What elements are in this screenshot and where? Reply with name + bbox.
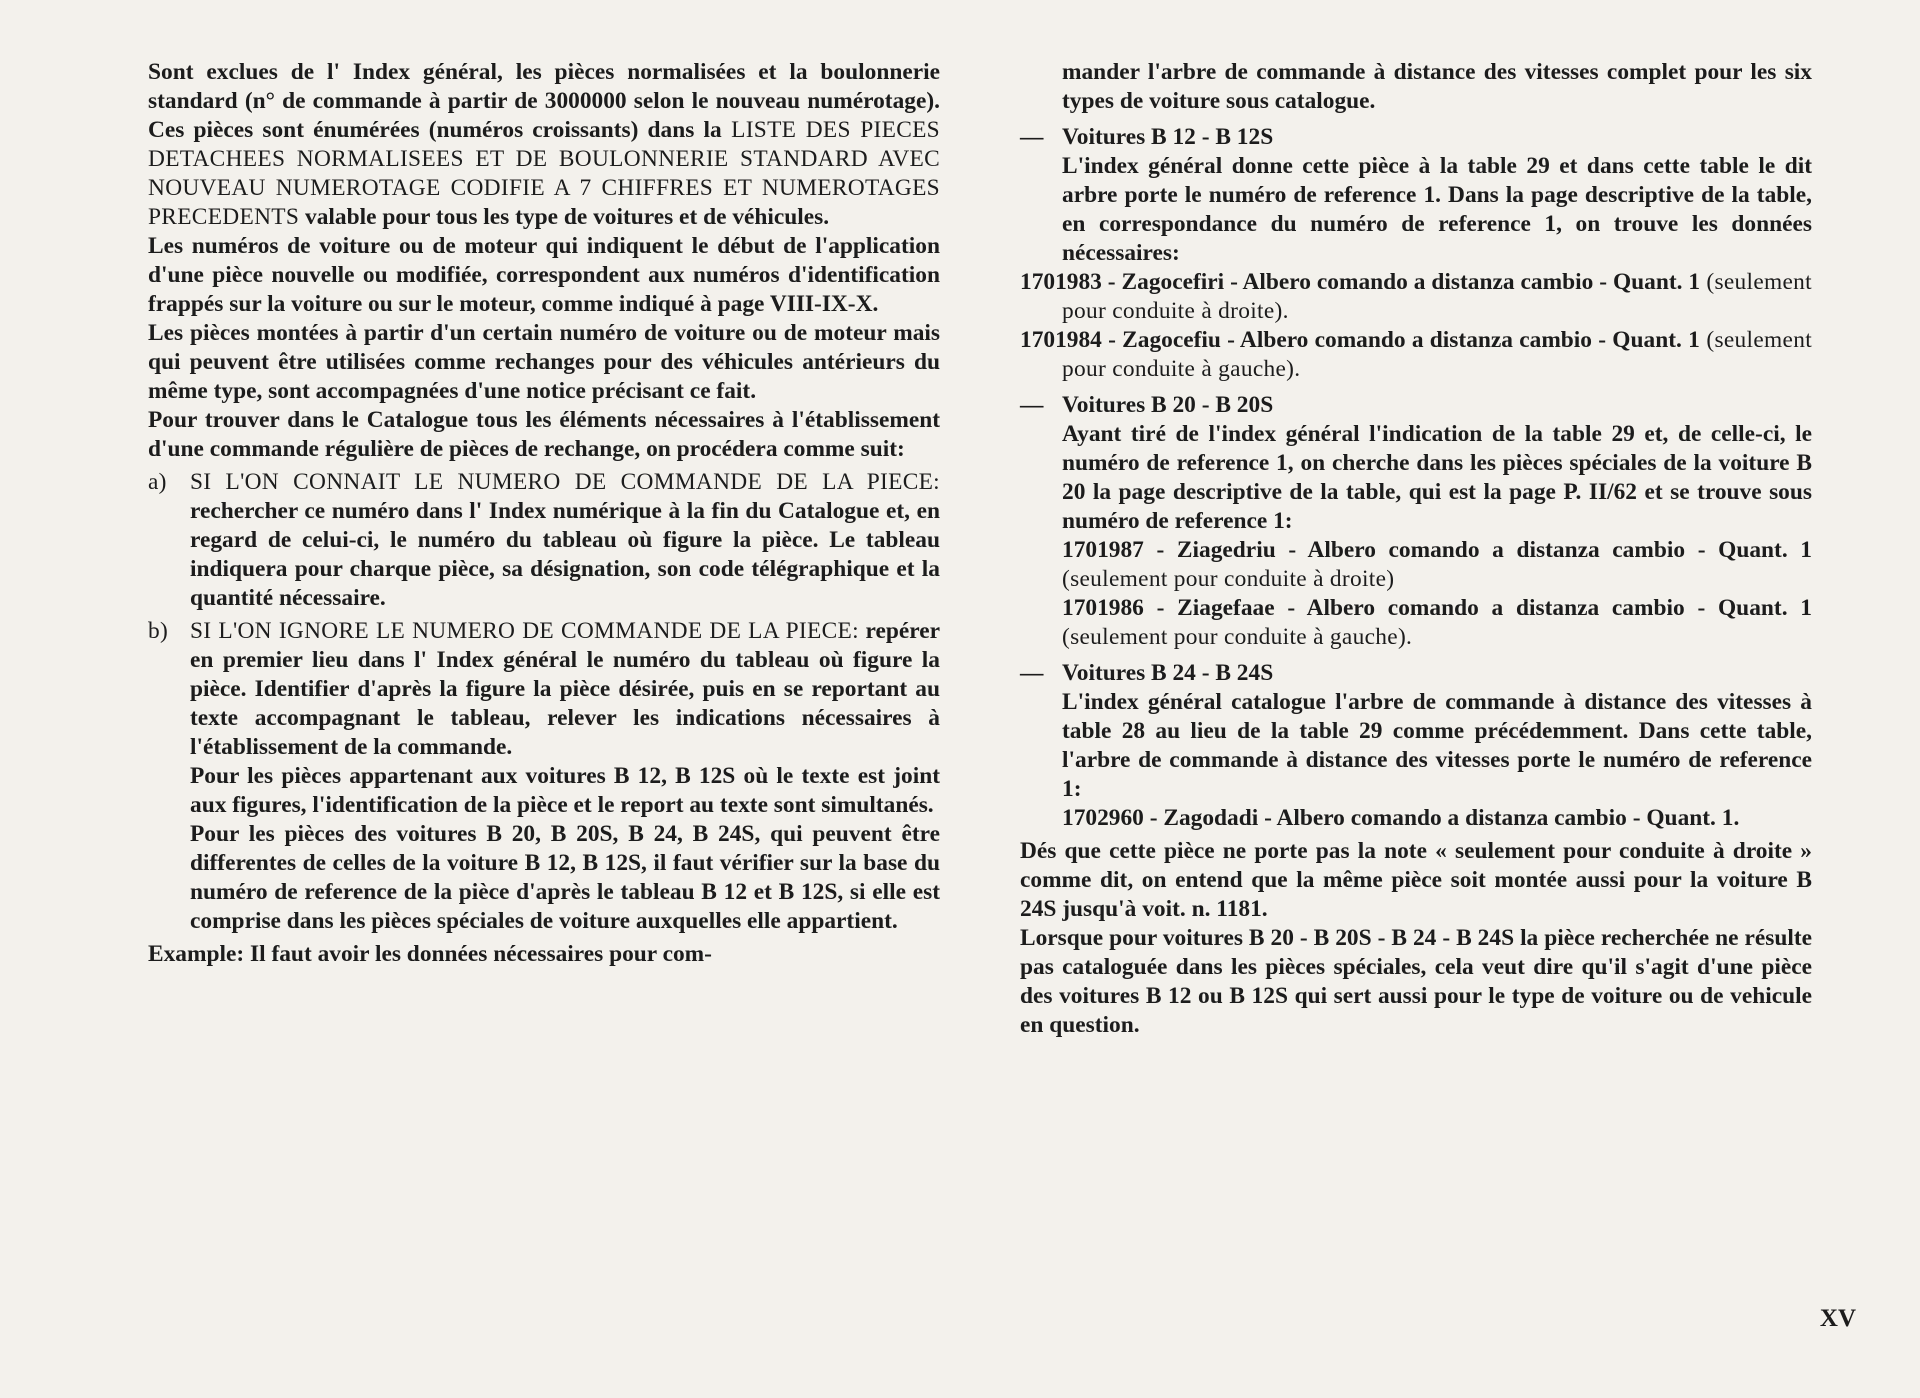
section-heading-b12	[1020, 123, 1812, 152]
list-marker: a)	[148, 469, 167, 495]
page-number: XV	[1819, 1305, 1856, 1332]
paragraph-note: Dés que cette pièce ne porte pas la note « seulement pour conduite à droite » comme dit, on entend que la même pièce soit montée aussi pour la voiture B 24S jusqu'à voit. n. 1181.	[1020, 838, 1812, 922]
list-item-b	[148, 617, 940, 762]
section-text: L'index général donne cette pièce à la table 29 et dans cette table le dit arbre porte le numéro de reference 1. Dans la page descriptive de la table, en correspondance du numéro de reference 1, on trouve les données nécessaires:	[1062, 153, 1812, 266]
section-text: L'index général catalogue l'arbre de commande à distance des vitesses à table 28 au lieu de la table 29 comme précédemment. Dans cette table, l'arbre de commande à distance des vitesses porte le numéro de reference 1:	[1062, 689, 1812, 802]
reference-entry: 1701984 - Zagocefiu - Albero comando a distanza cambio - Quant. 1 (seulement pour conduite à gauche).	[1020, 327, 1812, 382]
dash-marker: —	[1020, 124, 1044, 150]
paragraph-exclusions	[148, 58, 940, 232]
list-item-a-text: rechercher ce numéro dans l' Index numérique à la fin du Catalogue et, en regard de celui-ci, le numéro du tableau où figure la pièce. Le tableau indiquera pour charque pièce, sa désignation, son code télégraphique et la quantité nécessaire.	[190, 498, 940, 611]
paragraph-procedure: Pour trouver dans le Catalogue tous les éléments nécessaires à l'établissement d'une commande régulière de pièces de rechange, on procédera comme suit:	[148, 407, 940, 462]
paragraph-example: Example: Il faut avoir les données nécessaires pour com-	[148, 941, 712, 967]
exclusions-text: Sont exclues de l' Index général, les pièces normalisées et la boulonnerie standard (n° de commande à partir de 3000000 selon le nouveau numérotage). Ces pièces sont énumérées (numéros croissants) dans la	[148, 59, 940, 143]
paragraph-vehicle-numbers: Les numéros de voiture ou de moteur qui indiquent le début de l'application d'une pièce nouvelle ou modifiée, correspondent aux numéros d'identification frappés sur la voiture ou sur le moteur, comme indiqué à page VIII-IX-X.	[148, 233, 940, 317]
left-column	[148, 58, 940, 969]
section-title: Voitures B 24 - B 24S	[1062, 660, 1274, 686]
section-body	[1020, 420, 1812, 652]
list-item-b-text: repérer en premier lieu dans l' Index général le numéro du tableau où figure la pièce. Identifier d'après la figure la pièce désirée, puis en se reportant au texte accompagnant le tableau, relever les indications nécessaires à l'établissement de la commande.	[190, 618, 940, 760]
section-title: Voitures B 12 - B 12S	[1062, 124, 1274, 150]
paragraph-continuation: mander l'arbre de commande à distance des vitesses complet pour les six types de voiture sous catalogue.	[1062, 59, 1812, 114]
dash-marker: —	[1020, 660, 1044, 686]
list-item-a-caps: SI L'ON CONNAIT LE NUMERO DE COMMANDE DE LA PIECE:	[190, 469, 940, 495]
section-heading-b24	[1020, 659, 1812, 688]
paragraph-b20-b24: Pour les pièces des voitures B 20, B 20S, B 24, B 24S, qui peuvent être differentes de celles de la voiture B 12, B 12S, il faut vérifier sur la base du numéro de reference de la pièce d'après le tableau B 12 et B 12S, si elle est comprise dans les pièces spéciales de voiture auxquelles elle appartient.	[190, 821, 940, 934]
paragraph-b12: Pour les pièces appartenant aux voitures B 12, B 12S où le texte est joint aux figures, l'identification de la pièce et le report au texte sont simultanés.	[190, 763, 940, 818]
right-column	[1020, 58, 1812, 1040]
section-heading-b20	[1020, 391, 1812, 420]
section-text: Ayant tiré de l'index général l'indication de la table 29 et, de celle-ci, le numéro de reference 1, on cherche dans les pièces spéciales de la voiture B 20 la page descriptive de la table, qui est la page P. II/62 et se trouve sous numéro de reference 1:	[1062, 421, 1812, 534]
reference-entry: 1702960 - Zagodadi - Albero comando a distanza cambio - Quant. 1.	[1062, 805, 1740, 831]
reference-entry: 1701983 - Zagocefiri - Albero comando a distanza cambio - Quant. 1 (seulement pour conduite à droite).	[1020, 269, 1812, 324]
section-title: Voitures B 20 - B 20S	[1062, 392, 1274, 418]
paragraph-mounted-parts: Les pièces montées à partir d'un certain numéro de voiture ou de moteur mais qui peuvent être utilisées comme rechanges pour des véhicules antérieurs du même type, sont accompagnées d'une notice précisant ce fait.	[148, 320, 940, 404]
list-item-a	[148, 468, 940, 613]
exclusions-tail: valable pour tous les type de voitures et de véhicules.	[299, 204, 830, 230]
paragraph-special-parts: Lorsque pour voitures B 20 - B 20S - B 24 - B 24S la pièce recherchée ne résulte pas cataloguée dans les pièces spéciales, cela veut dire qu'il s'agit d'une pièce des voitures B 12 ou B 12S qui sert aussi pour le type de voiture ou de vehicule en question.	[1020, 925, 1812, 1038]
exclusions-caps-title: LISTE DES PIECES DETACHEES NORMALISEES ET DE BOULONNERIE STANDARD AVEC NOUVEAU NUMEROTAGE CODIFIE A 7 CHIFFRES ET NUMEROTAGES PRECEDENTS	[148, 117, 940, 230]
reference-entry: 1701986 - Ziagefaae - Albero comando a distanza cambio - Quant. 1 (seulement pour conduite à gauche).	[1062, 595, 1812, 650]
list-marker: b)	[148, 618, 169, 644]
section-body	[1020, 688, 1812, 833]
dash-marker: —	[1020, 392, 1044, 418]
list-item-b-caps: SI L'ON IGNORE LE NUMERO DE COMMANDE DE LA PIECE:	[190, 618, 859, 644]
reference-entry: 1701987 - Ziagedriu - Albero comando a distanza cambio - Quant. 1 (seulement pour conduite à droite)	[1062, 537, 1812, 592]
